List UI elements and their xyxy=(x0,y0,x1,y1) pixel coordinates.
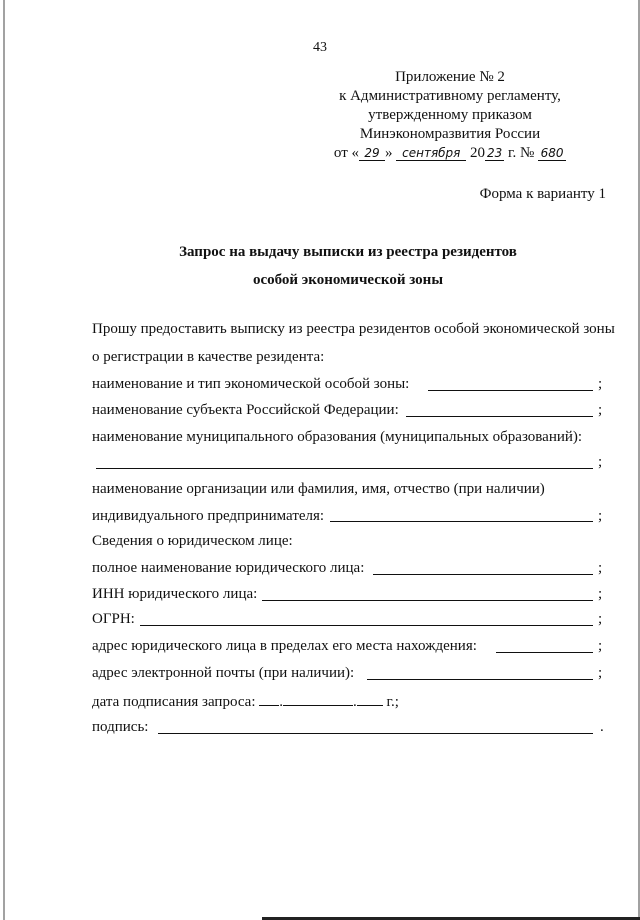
appendix-approved: утвержденному приказом xyxy=(368,107,532,123)
full-name-semicolon: ; xyxy=(598,560,603,576)
inn-semicolon: ; xyxy=(598,586,603,602)
form-title-line2: особой экономической зоны xyxy=(252,272,444,288)
address-semicolon: ; xyxy=(598,638,603,654)
zone-semicolon: ; xyxy=(598,376,603,392)
order-day-handwritten: 29 xyxy=(359,146,385,161)
order-prefix: от « xyxy=(333,145,360,161)
inn-field[interactable] xyxy=(262,600,593,601)
intro-line1: Прошу предоставить выписку из реестра резидентов особой экономической зоны xyxy=(92,321,615,337)
full-name-label: полное наименование юридического лица: xyxy=(92,560,365,576)
signing-date-line xyxy=(92,692,399,711)
zone-field[interactable] xyxy=(428,390,593,391)
subject-semicolon: ; xyxy=(598,402,603,418)
organization-field[interactable] xyxy=(330,521,593,522)
date-year-field[interactable] xyxy=(357,692,383,706)
form-variant: Форма к варианту 1 xyxy=(479,186,606,202)
signature-label: подпись: xyxy=(92,719,149,735)
order-year-tail: г. № xyxy=(504,145,535,161)
municipal-semicolon: ; xyxy=(598,454,603,470)
legal-entity-heading: Сведения о юридическом лице: xyxy=(92,533,293,549)
intro-line2: о регистрации в качестве резидента: xyxy=(92,349,325,365)
order-year-prefix: 20 xyxy=(470,145,486,161)
date-label: дата подписания запроса: xyxy=(92,694,256,710)
email-field[interactable] xyxy=(367,679,593,680)
municipal-field[interactable] xyxy=(96,468,593,469)
organization-label-line2: индивидуального предпринимателя: xyxy=(92,508,325,524)
ogrn-semicolon: ; xyxy=(598,611,603,627)
form-title-line1: Запрос на выдачу выписки из реестра резидентов xyxy=(179,244,517,260)
address-label: адрес юридического лица в пределах его места нахождения: xyxy=(92,638,477,654)
appendix-regulation: к Административному регламенту, xyxy=(339,88,561,104)
signature-period: . xyxy=(600,719,604,735)
page-number: 43 xyxy=(313,40,327,55)
appendix-header xyxy=(320,68,580,163)
full-name-field[interactable] xyxy=(373,574,593,575)
date-separator-2: . xyxy=(352,694,357,710)
date-separator-1: . xyxy=(279,694,283,710)
email-label: адрес электронной почты (при наличии): xyxy=(92,665,355,681)
order-quote-close: » xyxy=(385,145,393,161)
ogrn-label: ОГРН: xyxy=(92,611,135,627)
subject-label: наименование субъекта Российской Федерации: xyxy=(92,402,399,418)
organization-label-line1: наименование организации или фамилия, имя, отчество (при наличии) xyxy=(92,481,545,497)
zone-label: наименование и тип экономической особой зоны: xyxy=(92,376,410,392)
address-field[interactable] xyxy=(496,652,593,653)
inn-label: ИНН юридического лица: xyxy=(92,586,258,602)
date-suffix: г.; xyxy=(386,694,399,710)
appendix-ministry: Минэкономразвития России xyxy=(359,126,541,142)
ogrn-field[interactable] xyxy=(140,625,593,626)
scan-edge-left xyxy=(3,0,5,920)
order-year-handwritten: 23 xyxy=(487,146,503,160)
order-month-handwritten: сентября xyxy=(396,146,466,161)
signature-field[interactable] xyxy=(158,733,593,734)
appendix-order-line xyxy=(320,144,580,163)
email-semicolon: ; xyxy=(598,665,603,681)
order-number-handwritten: 680 xyxy=(538,146,566,161)
date-day-field[interactable] xyxy=(259,692,279,706)
date-month-field[interactable] xyxy=(283,692,353,706)
municipal-label: наименование муниципального образования (муниципальных образований): xyxy=(92,429,583,445)
subject-field[interactable] xyxy=(406,416,593,417)
appendix-title: Приложение № 2 xyxy=(395,69,505,85)
organization-semicolon: ; xyxy=(598,508,603,524)
